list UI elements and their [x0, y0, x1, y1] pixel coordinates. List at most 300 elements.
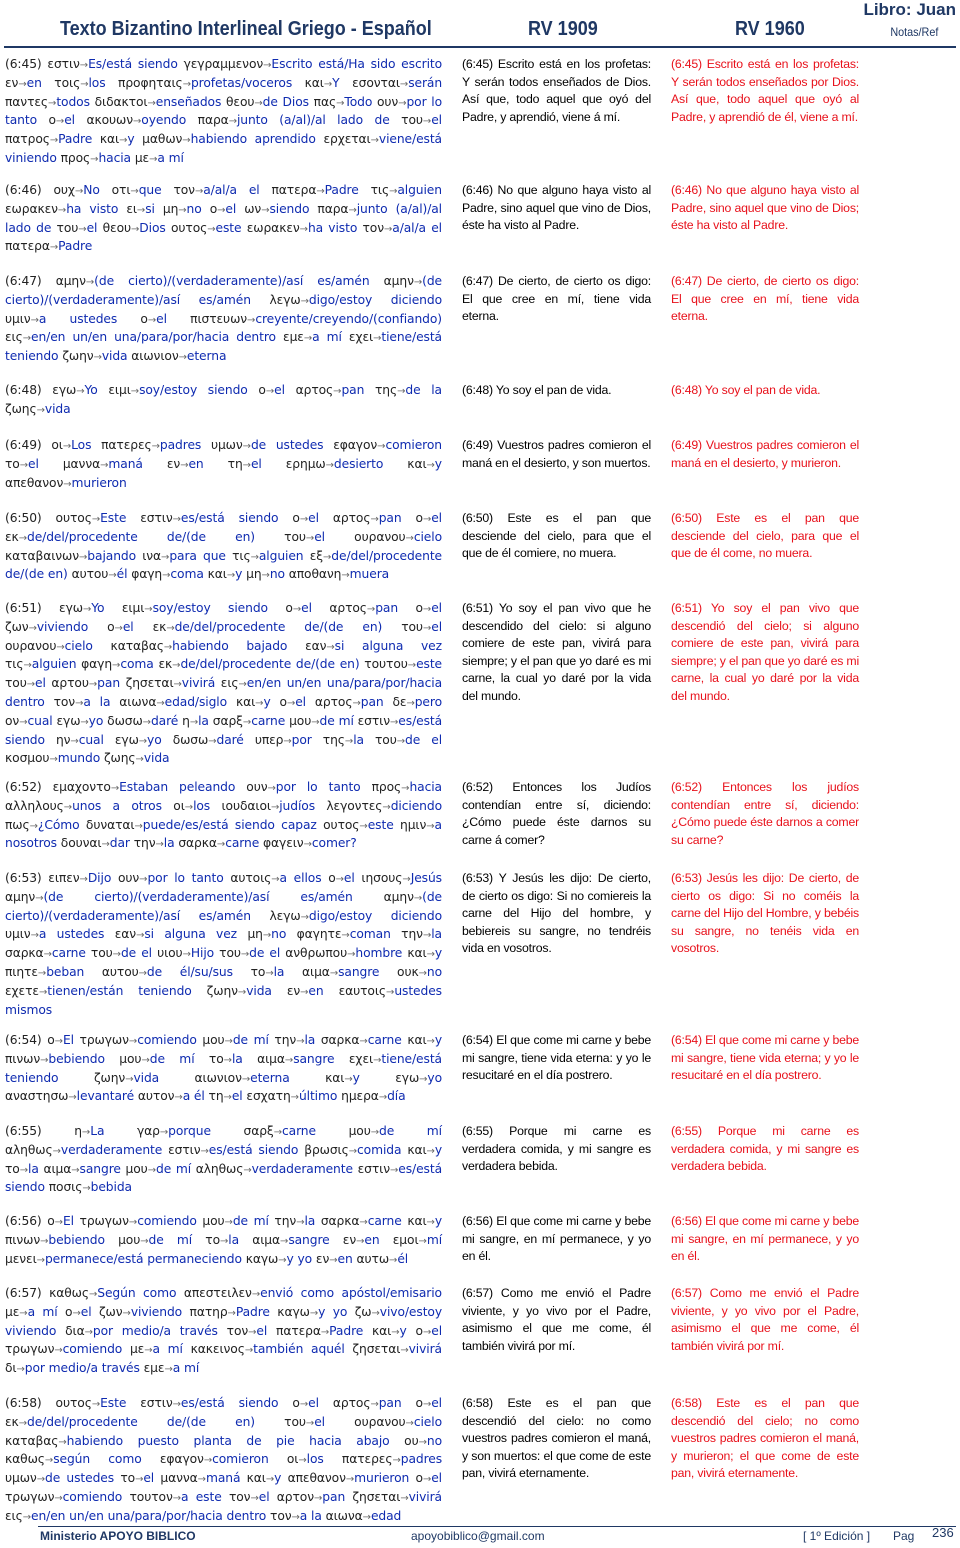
greek-word: το [120, 1471, 136, 1486]
spanish-gloss: vida [101, 349, 128, 364]
greek-word: λεγω [269, 292, 301, 307]
greek-word: σαρκα [178, 836, 217, 851]
greek-interlinear-text [5, 56, 442, 169]
spanish-gloss: de/del/procedente de/(de en) [26, 1414, 255, 1429]
greek-word: μου [202, 1033, 225, 1047]
greek-word: εκ [152, 619, 167, 634]
greek-word: διδακτοι [94, 94, 148, 109]
spanish-gloss: cielo [413, 1414, 442, 1429]
spanish-gloss: Hijo [190, 946, 215, 961]
spanish-gloss: no [426, 964, 443, 979]
spanish-gloss: vida [44, 401, 71, 416]
column-heading-notes: Notas/Ref [889, 25, 938, 39]
greek-word: η [182, 713, 190, 728]
greek-word: και [246, 1471, 266, 1486]
gloss-arrow-icon: → [135, 754, 144, 766]
spanish-gloss: a mí [152, 1342, 183, 1357]
spanish-gloss: oyendo [141, 113, 187, 128]
greek-word: ζωην [93, 1070, 126, 1085]
rv1960-verse-text: (6:55) Porque mi carne es verdadera comida, y mi sangre es verdadera bebida. [671, 1124, 859, 1174]
gloss-arrow-icon: → [139, 874, 148, 885]
verse-ref: (6:46) [5, 183, 42, 197]
gloss-arrow-icon: → [207, 223, 216, 235]
greek-word: ουτος [323, 817, 360, 832]
spanish-gloss: el [314, 1414, 325, 1429]
spanish-gloss: el [314, 529, 325, 544]
greek-interlinear-text [5, 1032, 442, 1107]
spanish-gloss: Padre [58, 239, 93, 254]
gloss-arrow-icon: → [54, 1217, 63, 1228]
spanish-gloss: el [231, 1089, 243, 1104]
greek-word: του [5, 676, 27, 691]
greek-word: σαρκα [5, 946, 44, 961]
spanish-gloss: por medio/a través [24, 1361, 140, 1376]
gloss-arrow-icon: → [390, 1164, 399, 1176]
spanish-gloss: por lo tanto [275, 780, 361, 794]
gloss-arrow-icon: → [62, 441, 72, 452]
greek-word: αιμα [43, 1161, 72, 1176]
spanish-gloss: verdaderamente [60, 1142, 163, 1157]
spanish-gloss: de mí [155, 1161, 192, 1176]
greek-word: αρτος [314, 694, 353, 709]
gloss-arrow-icon: → [54, 1345, 63, 1357]
greek-word: εις [5, 1508, 23, 1523]
spanish-gloss: de/del/procedente de/(de en) [5, 548, 443, 582]
spanish-gloss: comer? [311, 836, 357, 851]
greek-word: ουν [246, 780, 268, 794]
spanish-gloss: Este [100, 1396, 127, 1410]
greek-word: την [133, 836, 156, 851]
greek-word: οτι [111, 183, 131, 197]
greek-word: ζω [354, 1304, 372, 1319]
gloss-arrow-icon: → [389, 186, 398, 197]
spanish-gloss: coma [120, 657, 154, 672]
rv1909-verse-text: (6:49) Vuestros padres comieron el maná en el desierto, y son muertos. [462, 438, 651, 470]
spanish-gloss: de/del/procedente de/(de en) [180, 657, 360, 672]
greek-word: εμε [283, 330, 304, 345]
gloss-arrow-icon: → [370, 1399, 379, 1410]
greek-word: εμε [143, 1361, 165, 1376]
greek-word: τρωγων [5, 1489, 55, 1504]
verse-ref: (6:54) [5, 1033, 42, 1047]
spanish-gloss: edad [370, 1508, 402, 1523]
gloss-arrow-icon: → [396, 735, 406, 747]
greek-word: εμοι [392, 1232, 419, 1247]
rv1960-verse-text: (6:45) Escrito está en los profetas: Y serán todos enseñados por Dios. Así que, todo aquel que oyó al Padre, y aprendió de él, viene a mí. [671, 57, 859, 124]
gloss-arrow-icon: → [114, 622, 123, 634]
spanish-gloss: daré [150, 713, 179, 728]
gloss-arrow-icon: → [373, 1054, 382, 1066]
greek-word: ουκ [397, 964, 419, 979]
spanish-gloss: y [352, 1070, 360, 1085]
gloss-arrow-icon: → [426, 1145, 435, 1157]
gloss-arrow-icon: → [72, 1307, 81, 1319]
greek-word: ζησεται [352, 1342, 401, 1357]
greek-word: αμην [55, 274, 86, 288]
greek-word: τον [53, 694, 76, 709]
spanish-gloss: y [274, 1471, 282, 1486]
spanish-gloss: carne [225, 836, 260, 851]
gloss-arrow-icon: → [299, 514, 309, 525]
spanish-gloss: en [308, 983, 324, 998]
gloss-arrow-icon: → [174, 1092, 183, 1104]
gloss-arrow-icon: → [362, 1511, 371, 1523]
spanish-gloss: el [64, 113, 75, 128]
gloss-arrow-icon: → [247, 314, 256, 326]
spanish-gloss: No [83, 183, 100, 197]
spanish-gloss: vida [246, 983, 272, 998]
gloss-arrow-icon: → [79, 60, 89, 71]
greek-word: το [5, 1161, 20, 1176]
gloss-arrow-icon: → [300, 911, 309, 923]
gloss-arrow-icon: → [422, 1326, 432, 1338]
spanish-gloss: comiendo [62, 1489, 123, 1504]
greek-word: τον [228, 1489, 251, 1504]
greek-word: ειμι [121, 601, 145, 615]
verse-ref: (6:45) [5, 57, 42, 71]
spanish-gloss: de mí [232, 1214, 269, 1228]
greek-word: εγω [114, 732, 139, 747]
spanish-gloss: y [434, 1214, 442, 1228]
spanish-gloss: carne [251, 713, 286, 728]
spanish-gloss: si alguna vez [334, 638, 442, 653]
greek-word: εαν [305, 638, 327, 653]
greek-word: εωρακεν [246, 220, 300, 235]
spanish-gloss: pan [341, 383, 365, 397]
gloss-arrow-icon: → [341, 570, 350, 582]
spanish-gloss: comieron [212, 1452, 269, 1467]
gloss-arrow-icon: → [91, 514, 101, 525]
greek-word: υιου [157, 946, 183, 961]
spanish-gloss: en [188, 456, 204, 471]
spanish-gloss: Jesús [410, 871, 442, 885]
spanish-gloss: en [26, 75, 42, 90]
spanish-gloss: el [295, 694, 307, 709]
greek-word: τρωγων [79, 1214, 129, 1228]
greek-word: τρωγων [79, 1033, 129, 1047]
greek-word: καθως [5, 1452, 45, 1467]
spanish-gloss: enseñados [155, 94, 222, 109]
rv1909-verse-text: (6:55) Porque mi carne es verdadera comida, y mi sangre es verdadera bebida. [462, 1124, 651, 1174]
spanish-gloss: sangre [288, 1232, 330, 1247]
greek-word: υμων [5, 1471, 37, 1486]
spanish-gloss: Dijo [87, 871, 112, 885]
gloss-arrow-icon: → [172, 1492, 182, 1504]
gloss-arrow-icon: → [262, 930, 272, 942]
spanish-gloss: habiendo aprendido [190, 132, 316, 147]
spanish-gloss: él [397, 1251, 409, 1266]
column-heading-rv1909: RV 1909 [528, 18, 598, 40]
gloss-arrow-icon: → [26, 679, 36, 691]
greek-word: καγω [245, 1251, 279, 1266]
greek-word: απεθανον [5, 475, 64, 490]
gloss-arrow-icon: → [101, 839, 110, 851]
spanish-gloss: alguien [31, 657, 77, 672]
spanish-gloss: día [387, 1089, 406, 1104]
spanish-gloss: sangre [79, 1161, 121, 1176]
greek-word: και [235, 694, 256, 709]
greek-word: εστιν [47, 57, 80, 71]
spanish-gloss: el [256, 1323, 268, 1338]
spanish-gloss: el [122, 619, 134, 634]
spanish-gloss: junto (a/al)/al lado de [5, 201, 442, 235]
greek-word: ο [292, 1396, 300, 1410]
footer-email[interactable]: apoyobiblico@gmail.com [411, 1529, 545, 1543]
greek-word: ουν [376, 94, 399, 109]
greek-word: τις [5, 657, 24, 672]
greek-word: πιστευων [190, 311, 248, 326]
gloss-arrow-icon: → [254, 97, 263, 109]
gloss-arrow-icon: → [419, 1073, 428, 1085]
gloss-arrow-icon: → [347, 949, 356, 961]
greek-word: ουν [117, 871, 140, 885]
rv1909-verse-text: (6:46) No que alguno haya visto al Padre, sino aquel que vino de Dios, éste ha visto al Padre. [462, 183, 651, 233]
spanish-gloss: de mí [149, 1051, 195, 1066]
spanish-gloss: vivirá [408, 1342, 442, 1357]
spanish-gloss: no [269, 567, 285, 582]
spanish-gloss: no [426, 1433, 442, 1448]
gloss-arrow-icon: → [344, 1073, 353, 1085]
gloss-arrow-icon: → [23, 660, 32, 672]
greek-word: ο [107, 619, 115, 634]
greek-word: δωσω [107, 713, 143, 728]
spanish-gloss: de/del/procedente de/(de en) [26, 529, 255, 544]
spanish-gloss: todos [56, 94, 90, 109]
spanish-gloss: el [431, 113, 442, 128]
gloss-arrow-icon: → [300, 295, 309, 307]
greek-word: παρα [317, 201, 349, 216]
gloss-arrow-icon: → [255, 697, 264, 709]
greek-word: υμιν [5, 311, 31, 326]
greek-word: πατερα [5, 239, 50, 254]
gloss-arrow-icon: → [422, 1399, 432, 1410]
gloss-arrow-icon: → [309, 1307, 319, 1319]
gloss-arrow-icon: → [182, 949, 191, 961]
greek-word: αμην [383, 274, 414, 288]
greek-word: πατηρ [189, 1304, 228, 1319]
gloss-arrow-icon: → [370, 514, 379, 525]
spanish-gloss: puede/es/está siendo capaz [142, 817, 317, 832]
spanish-gloss: el [431, 1323, 443, 1338]
gloss-arrow-icon: → [197, 1474, 206, 1486]
greek-word: η [74, 1124, 82, 1138]
spanish-gloss: los [306, 1452, 324, 1467]
gloss-arrow-icon: → [68, 1092, 77, 1104]
greek-word: τουτον [129, 1489, 173, 1504]
gloss-arrow-icon: → [261, 204, 270, 216]
greek-word: την [274, 1214, 297, 1228]
gloss-arrow-icon: → [29, 820, 38, 832]
gloss-arrow-icon: → [373, 333, 382, 345]
greek-word: αιμα [257, 1051, 285, 1066]
spanish-gloss: daré [216, 732, 244, 747]
spanish-gloss: digo/estoy diciendo [308, 292, 442, 307]
spanish-gloss: de mí [232, 1033, 269, 1047]
gloss-arrow-icon: → [422, 1474, 432, 1486]
greek-word: ζωην [62, 349, 94, 364]
gloss-arrow-icon: → [54, 1492, 63, 1504]
gloss-arrow-icon: → [303, 333, 313, 345]
greek-word: τη [208, 1089, 224, 1104]
greek-interlinear-text [5, 273, 442, 367]
rv1909-verse-text: (6:51) Yo soy el pan vivo que he descendido del cielo: si alguno comiere de este pan, vivirá para siempre; y el pan que yo daré es mi carne, la cual yo daré por la vida del mundo. [462, 601, 651, 703]
gloss-arrow-icon: → [399, 78, 409, 90]
gloss-arrow-icon: → [359, 820, 368, 832]
spanish-gloss: el [80, 1304, 92, 1319]
gloss-arrow-icon: → [270, 801, 280, 813]
greek-word: σαρκα [320, 1214, 360, 1228]
greek-word: αληθως [195, 1161, 244, 1176]
gloss-arrow-icon: → [172, 514, 181, 525]
greek-word: τον [270, 1508, 292, 1523]
greek-word: μη [246, 567, 262, 582]
spanish-gloss: en [364, 1232, 380, 1247]
gloss-arrow-icon: → [194, 186, 204, 197]
gloss-arrow-icon: → [18, 78, 27, 90]
greek-word: με [134, 150, 150, 165]
greek-word: εσχατη [246, 1089, 291, 1104]
gloss-arrow-icon: → [151, 441, 160, 452]
gloss-arrow-icon: → [55, 116, 65, 128]
greek-word: ο [292, 511, 300, 525]
spanish-gloss: si [145, 201, 155, 216]
greek-word: ουχ [53, 183, 75, 197]
spanish-gloss: permanece/está permaneciendo [44, 1251, 242, 1266]
rv1909-verse-text: (6:53) Y Jesús les dijo: De cierto, de cierto os digo: Si no comiereis la carne del Hijo del hombre, y bebiereis su sangre, no tendréis vida en vosotros. [462, 871, 651, 956]
spanish-gloss: comiendo [62, 1342, 123, 1357]
gloss-arrow-icon: → [180, 459, 189, 471]
rv1909-verse-text: (6:56) El que come mi carne y bebe mi sangre, en mí permanece, y yo en él. [462, 1214, 651, 1264]
spanish-gloss: a mí [172, 1361, 200, 1376]
greek-word: ερημω [285, 456, 326, 471]
greek-word: του [90, 946, 113, 961]
greek-word: δωσω [172, 732, 209, 747]
gloss-arrow-icon: → [128, 1217, 138, 1228]
gloss-arrow-icon: → [178, 352, 187, 364]
spanish-gloss: el [250, 456, 262, 471]
greek-word: εν [286, 983, 301, 998]
greek-interlinear-text [5, 600, 442, 769]
gloss-arrow-icon: → [125, 1073, 134, 1085]
greek-word: φαγητε [296, 927, 342, 942]
spanish-gloss: el [431, 1471, 443, 1486]
greek-word: απεστειλεν [183, 1286, 252, 1300]
spanish-gloss: padres [400, 1452, 443, 1467]
greek-word: εχει [348, 330, 374, 345]
gloss-arrow-icon: → [251, 1289, 261, 1300]
greek-word: ων [244, 201, 262, 216]
spanish-gloss: comida [357, 1142, 402, 1157]
spanish-gloss: y [127, 132, 135, 147]
spanish-gloss: dar [109, 836, 130, 851]
spanish-gloss: por [291, 732, 312, 747]
spanish-gloss: ¿Cómo [37, 817, 80, 832]
gloss-arrow-icon: → [278, 1254, 287, 1266]
gloss-arrow-icon: → [81, 1127, 91, 1138]
gloss-arrow-icon: → [19, 459, 29, 471]
gloss-arrow-icon: → [237, 986, 247, 998]
spanish-gloss: profetas/voceros [190, 75, 293, 90]
spanish-gloss: de Dios [262, 94, 309, 109]
greek-word: ζησεται [125, 676, 174, 691]
greek-word: τις [232, 548, 251, 563]
greek-word: καταβας [110, 638, 164, 653]
gloss-arrow-icon: → [36, 1474, 45, 1486]
greek-word: τις [370, 183, 390, 197]
gloss-arrow-icon: → [316, 186, 325, 197]
greek-word: ανθρωπου [285, 946, 348, 961]
gloss-arrow-icon: → [241, 1073, 251, 1085]
gloss-arrow-icon: → [48, 97, 57, 109]
greek-word: εκ [5, 1414, 19, 1429]
spanish-gloss: la [431, 927, 442, 942]
greek-word: αιωνιον [194, 1070, 242, 1085]
gloss-arrow-icon: → [159, 1127, 169, 1138]
spanish-gloss: de ustedes [45, 1471, 115, 1486]
spanish-gloss: maná [205, 1471, 241, 1486]
greek-word: ο [415, 1471, 423, 1486]
greek-word: το [250, 964, 266, 979]
greek-word: πιητε [5, 964, 38, 979]
greek-word: φαγη [131, 567, 163, 582]
greek-word: αιμα [302, 964, 330, 979]
greek-word: ιησους [361, 871, 403, 885]
greek-word: εν [315, 1251, 330, 1266]
gloss-arrow-icon: → [140, 1235, 149, 1247]
gloss-arrow-icon: → [70, 735, 79, 747]
greek-word: ο [47, 1214, 55, 1228]
verse-ref: (6:57) [5, 1286, 42, 1300]
rv1960-verse-text: (6:50) Este es el pan que desciende del cielo, para que el que de él come, no muera. [671, 511, 859, 561]
greek-word: με [129, 1342, 145, 1357]
spanish-gloss: a la [83, 694, 111, 709]
gloss-arrow-icon: → [389, 1254, 398, 1266]
greek-word: μαθων [142, 132, 183, 147]
gloss-arrow-icon: → [273, 1127, 282, 1138]
gloss-arrow-icon: → [156, 697, 165, 709]
gloss-arrow-icon: → [305, 532, 315, 544]
spanish-gloss: en/en un/en una/para/por/hacia dentro [5, 676, 443, 709]
gloss-arrow-icon: → [242, 459, 251, 471]
rv1909-verse-text: (6:58) Este es el pan que descendió del cielo: no como vuestros padres comieron el maná, y son muertos: el que come de este pan, vivirá eternamente. [462, 1396, 651, 1481]
gloss-arrow-icon: → [300, 986, 309, 998]
greek-word: προφηταις [118, 75, 183, 90]
spanish-gloss: bajando [87, 548, 137, 563]
gloss-arrow-icon: → [79, 874, 88, 885]
spanish-gloss: la [304, 1033, 316, 1047]
greek-word: τρωγων [5, 1342, 55, 1357]
gloss-arrow-icon: → [298, 1455, 307, 1467]
greek-word: ον [5, 713, 20, 728]
gloss-arrow-icon: → [244, 1345, 254, 1357]
spanish-gloss: a mí [27, 1304, 58, 1319]
spanish-gloss: sangre [338, 964, 380, 979]
gloss-arrow-icon: → [422, 116, 432, 128]
gloss-arrow-icon: → [280, 1235, 289, 1247]
greek-word: εξ [309, 548, 323, 563]
gloss-arrow-icon: → [265, 386, 275, 397]
spanish-gloss: Padre [329, 1323, 364, 1338]
spanish-gloss: a mí [312, 330, 342, 345]
gloss-arrow-icon: → [49, 754, 58, 766]
spanish-gloss: diciendo [390, 798, 442, 813]
greek-word: σαρξ [212, 713, 243, 728]
gloss-arrow-icon: → [422, 604, 432, 615]
spanish-gloss: según como [53, 1452, 142, 1467]
spanish-gloss: Padre [58, 132, 93, 147]
gloss-arrow-icon: → [142, 716, 151, 728]
spanish-gloss: yo [147, 732, 162, 747]
